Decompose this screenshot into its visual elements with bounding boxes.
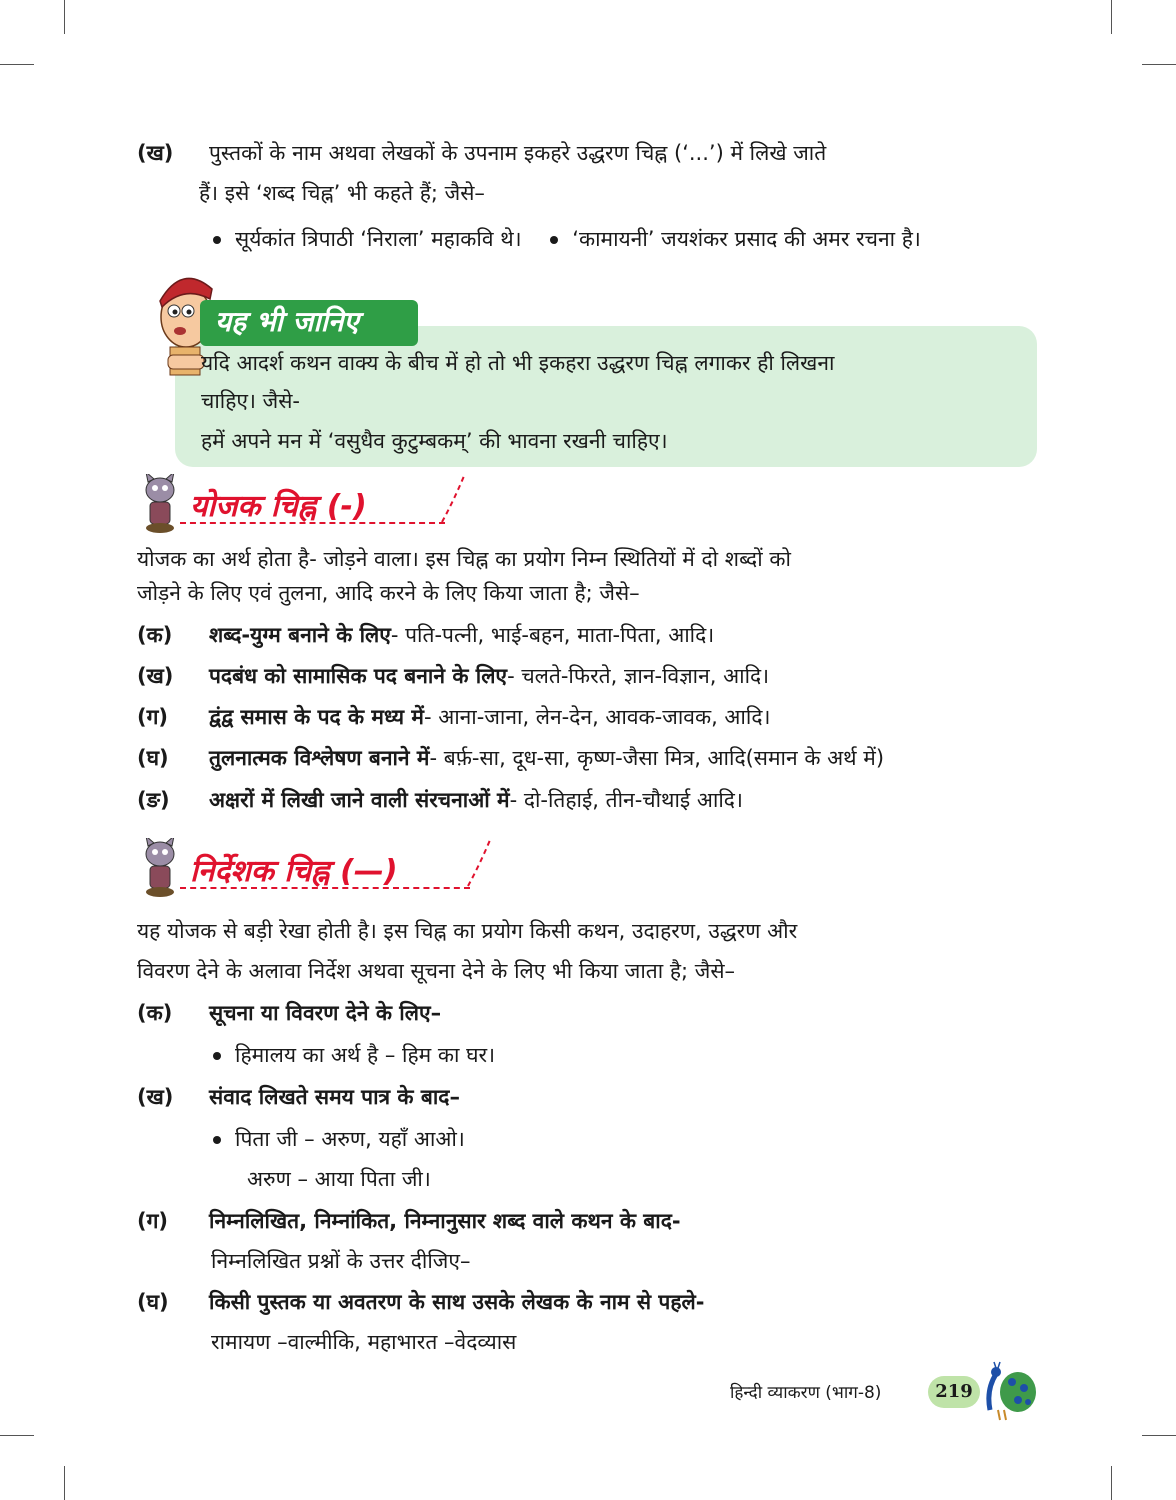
item-title: निम्नलिखित, निम्नांकित, निम्नानुसार शब्द वाले कथन के बाद- xyxy=(209,1209,681,1233)
item-title: पदबंध को सामासिक पद बनाने के लिए xyxy=(209,664,508,688)
heading-underline xyxy=(180,522,445,524)
crop-mark xyxy=(0,64,34,65)
example-line: निम्नलिखित प्रश्नों के उत्तर दीजिए– xyxy=(211,1249,471,1273)
item-title: अक्षरों में लिखी जाने वाली संरचनाओं में xyxy=(209,788,510,812)
list-item xyxy=(137,702,770,732)
crop-mark xyxy=(1111,0,1112,34)
example-text: पिता जी – अरुण, यहाँ आओ। xyxy=(235,1127,465,1151)
info-box-title: यह भी जानिए xyxy=(215,305,359,338)
example-line xyxy=(213,1124,465,1154)
item-text: - बर्फ़-सा, दूध-सा, कृष्ण-जैसा मित्र, आदि(समान के अर्थ में) xyxy=(429,746,885,770)
item-label: (ख) xyxy=(137,141,174,165)
list-item xyxy=(137,1206,681,1236)
paragraph-line: हैं। इसे ‘शब्द चिह्न’ भी कहते हैं; जैसे– xyxy=(199,181,485,205)
section-heading-yojak: योजक चिह्न (-) xyxy=(190,489,367,524)
list-item xyxy=(137,1082,460,1112)
example-line: अरुण – आया पिता जी। xyxy=(247,1167,431,1191)
page-number: 219 xyxy=(935,1381,973,1402)
example-text: ‘कामायनी’ जयशंकर प्रसाद की अमर रचना है। xyxy=(572,227,921,251)
item-text: - चलते-फिरते, ज्ञान-विज्ञान, आदि। xyxy=(507,664,770,688)
item-text: - आना-जाना, लेन-देन, आवक-जावक, आदि। xyxy=(423,705,771,729)
example-text: सूर्यकांत त्रिपाठी ‘निराला’ महाकवि थे। xyxy=(235,227,522,251)
crop-mark xyxy=(1142,64,1176,65)
info-box-line: यदि आदर्श कथन वाक्य के बीच में हो तो भी इकहरा उद्धरण चिह्न लगाकर ही लिखना xyxy=(201,351,835,375)
item-label: (क) xyxy=(137,1001,173,1025)
item-label: (ङ) xyxy=(137,788,170,812)
list-item xyxy=(137,785,743,815)
bullet-icon xyxy=(550,236,558,244)
item-label: (घ) xyxy=(137,746,169,770)
paragraph-line: यह योजक से बड़ी रेखा होती है। इस चिह्न का प्रयोग किसी कथन, उदाहरण, उद्धरण और xyxy=(137,919,798,943)
example-text: हिमालय का अर्थ है – हिम का घर। xyxy=(235,1043,496,1067)
example-line: रामायण –वाल्मीकि, महाभारत –वेदव्यास xyxy=(211,1330,517,1354)
bullet-icon xyxy=(213,236,221,244)
heading-swoosh xyxy=(440,474,466,524)
section-heading-nirdeshak: निर्देशक चिह्न (—) xyxy=(190,854,398,889)
list-item xyxy=(137,998,441,1028)
item-label: (क) xyxy=(137,623,173,647)
crop-mark xyxy=(64,1466,65,1500)
item-title: द्वंद्व समास के पद के मध्य में xyxy=(209,705,424,729)
item-label: (ग) xyxy=(137,705,169,729)
paragraph-line: पुस्तकों के नाम अथवा लेखकों के उपनाम इकहरे उद्धरण चिह्न (‘...’) में लिखे जाते xyxy=(209,141,827,165)
item-label: (ख) xyxy=(137,664,174,688)
example-line xyxy=(213,224,921,254)
item-title: शब्द-युग्म बनाने के लिए xyxy=(209,623,391,647)
example-line xyxy=(213,1040,495,1070)
item-title: किसी पुस्तक या अवतरण के साथ उसके लेखक के नाम से पहले- xyxy=(209,1290,705,1314)
item-text: - दो-तिहाई, तीन-चौथाई आदि। xyxy=(509,788,743,812)
bullet-icon xyxy=(213,1136,221,1144)
info-box-line: हमें अपने मन में ‘वसुधैव कुटुम्बकम्’ की भावना रखनी चाहिए। xyxy=(201,429,668,453)
paragraph-line: जोड़ने के लिए एवं तुलना, आदि करने के लिए किया जाता है; जैसे– xyxy=(137,581,640,605)
info-box-line: चाहिए। जैसे- xyxy=(201,389,300,413)
crop-mark xyxy=(64,0,65,34)
cartoon-cat-icon xyxy=(140,838,184,900)
cartoon-cat-icon xyxy=(140,474,184,536)
crop-mark xyxy=(0,1435,34,1436)
item-text: - पति-पत्नी, भाई-बहन, माता-पिता, आदि। xyxy=(390,623,715,647)
peacock-icon xyxy=(978,1360,1038,1422)
item-title: तुलनात्मक विश्लेषण बनाने में xyxy=(209,746,430,770)
crop-mark xyxy=(1142,1435,1176,1436)
list-item xyxy=(137,661,769,691)
bullet-icon xyxy=(213,1052,221,1060)
item-title: संवाद लिखते समय पात्र के बाद– xyxy=(209,1085,460,1109)
footer-book-title: हिन्दी व्याकरण (भाग-8) xyxy=(730,1383,882,1403)
paragraph-line: विवरण देने के अलावा निर्देश अथवा सूचना देने के लिए भी किया जाता है; जैसे– xyxy=(137,959,736,983)
item-label: (ग) xyxy=(137,1209,169,1233)
heading-swoosh xyxy=(466,838,492,888)
crop-mark xyxy=(1111,1466,1112,1500)
list-item xyxy=(137,1287,704,1317)
paragraph-line: योजक का अर्थ होता है- जोड़ने वाला। इस चिह्न का प्रयोग निम्न स्थितियों में दो शब्दों को xyxy=(137,547,791,571)
item-label: (घ) xyxy=(137,1290,169,1314)
list-item xyxy=(137,743,884,773)
heading-underline xyxy=(180,887,470,889)
list-item xyxy=(137,620,714,650)
item-title: सूचना या विवरण देने के लिए– xyxy=(209,1001,442,1025)
item-label: (ख) xyxy=(137,1085,174,1109)
